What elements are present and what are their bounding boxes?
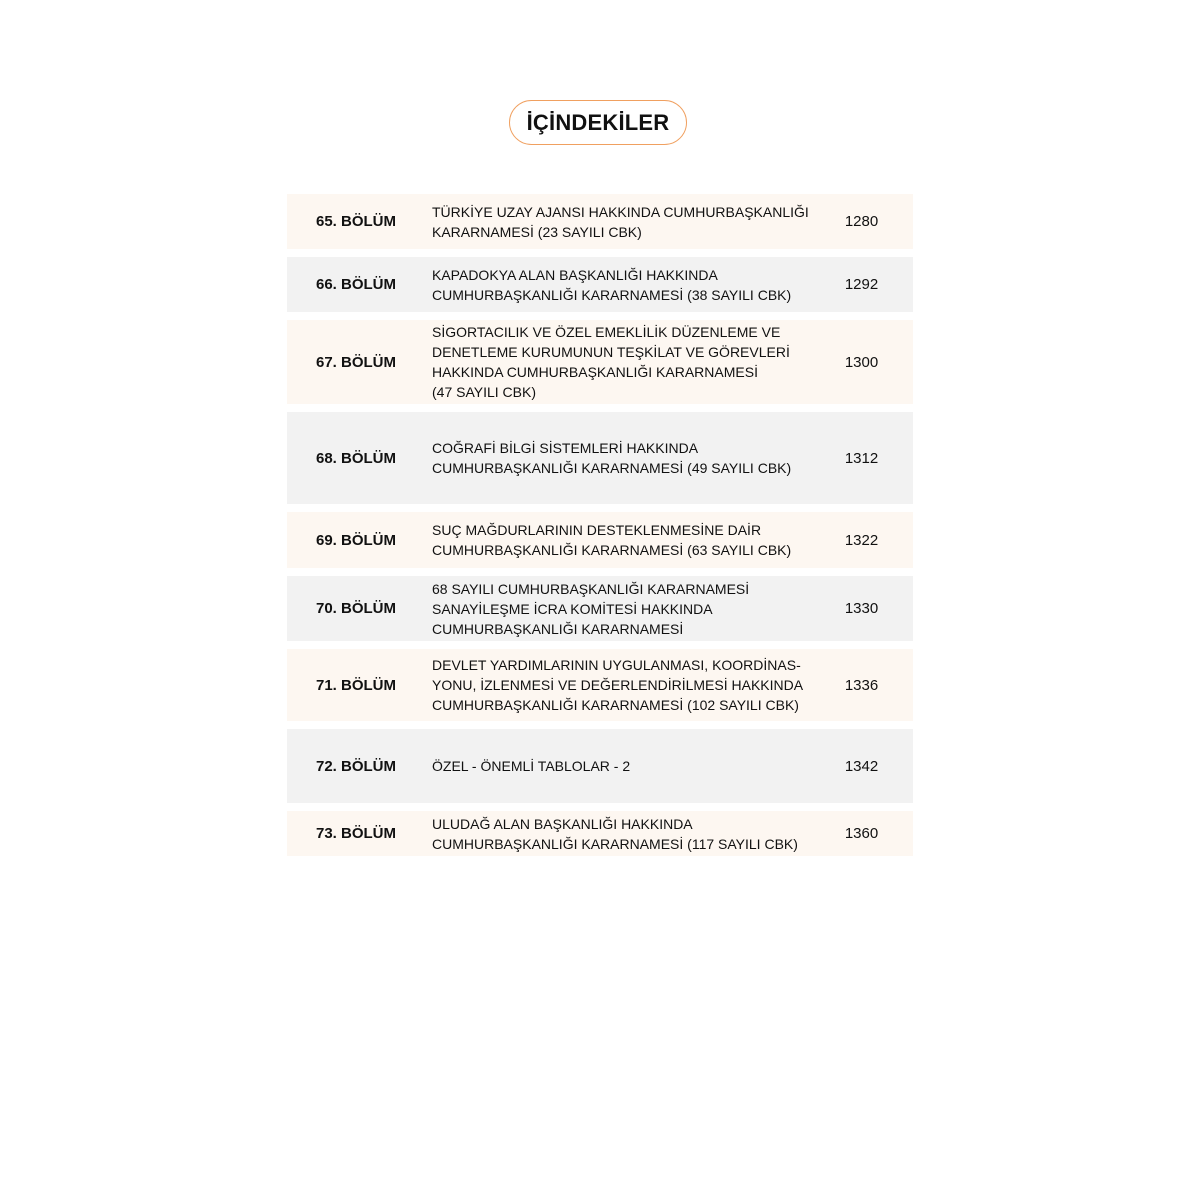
chapter-title-line: DENETLEME KURUMUNUN TEŞKİLAT VE GÖREVLERİ	[432, 344, 790, 360]
chapter-title	[432, 655, 818, 715]
page-title: İÇİNDEKİLER	[509, 100, 687, 145]
chapter-title-line: (47 SAYILI CBK)	[432, 384, 537, 400]
chapter-title	[432, 322, 818, 402]
chapter-title-line: HAKKINDA CUMHURBAŞKANLIĞI KARARNAMESİ	[432, 364, 758, 380]
toc-row[interactable]	[287, 257, 913, 312]
chapter-title-line: YONU, İZLENMESİ VE DEĞERLENDİRİLMESİ HAKKINDA	[432, 677, 804, 693]
chapter-label: 65. BÖLÜM	[316, 213, 397, 230]
chapter-title-line: CUMHURBAŞKANLIĞI KARARNAMESİ (117 SAYILI CBK)	[432, 835, 798, 852]
chapter-title-line: SUÇ MAĞDURLARININ DESTEKLENMESİNE DAİR	[432, 522, 762, 538]
chapter-title-line: KAPADOKYA ALAN BAŞKANLIĞI HAKKINDA	[432, 266, 718, 283]
toc-row[interactable]	[287, 412, 913, 504]
page-number: 1280	[844, 213, 879, 230]
chapter-label: 73. BÖLÜM	[316, 825, 397, 842]
chapter-title	[432, 756, 818, 776]
toc-row[interactable]	[287, 729, 913, 803]
toc-row[interactable]	[287, 320, 913, 404]
chapter-title	[432, 438, 818, 478]
toc-row[interactable]	[287, 576, 913, 641]
page-number: 1300	[844, 353, 879, 371]
chapter-title-line: ÖZEL - ÖNEMLİ TABLOLAR - 2	[432, 758, 631, 774]
toc-row[interactable]	[287, 194, 913, 249]
chapter-label: 66. BÖLÜM	[316, 276, 397, 293]
page-number: 1322	[844, 531, 879, 549]
chapter-label: 68. BÖLÜM	[316, 449, 397, 467]
chapter-title	[432, 579, 818, 639]
page-number: 1330	[844, 600, 879, 617]
chapter-label: 72. BÖLÜM	[316, 757, 397, 775]
page-number: 1312	[844, 449, 879, 467]
chapter-label: 67. BÖLÜM	[316, 353, 397, 371]
chapter-title-line: CUMHURBAŞKANLIĞI KARARNAMESİ (38 SAYILI CBK)	[432, 286, 792, 303]
chapter-title-line: SİGORTACILIK VE ÖZEL EMEKLİLİK DÜZENLEME VE	[432, 324, 781, 340]
chapter-title-line: TÜRKİYE UZAY AJANSI HAKKINDA CUMHURBAŞKANLIĞI	[432, 203, 809, 220]
chapter-title	[432, 202, 818, 242]
page-number: 1336	[844, 676, 879, 694]
chapter-title	[432, 814, 818, 854]
page-number: 1292	[844, 276, 879, 293]
toc-row[interactable]	[287, 649, 913, 721]
page-number: 1342	[844, 757, 879, 775]
toc-row[interactable]	[287, 811, 913, 856]
table-of-contents	[287, 194, 913, 864]
toc-row[interactable]	[287, 512, 913, 568]
chapter-title-line: CUMHURBAŞKANLIĞI KARARNAMESİ (49 SAYILI CBK)	[432, 460, 792, 476]
page-number: 1360	[844, 825, 879, 842]
chapter-title-line: CUMHURBAŞKANLIĞI KARARNAMESİ (63 SAYILI CBK)	[432, 542, 792, 558]
chapter-title-line: KARARNAMESİ (23 SAYILI CBK)	[432, 223, 642, 240]
chapter-title	[432, 265, 818, 305]
chapter-title-line: CUMHURBAŞKANLIĞI KARARNAMESİ (102 SAYILI CBK)	[432, 697, 799, 713]
chapter-label: 69. BÖLÜM	[316, 531, 397, 549]
chapter-title-line: SANAYİLEŞME İCRA KOMİTESİ HAKKINDA	[432, 600, 713, 617]
chapter-title	[432, 520, 818, 560]
chapter-title-line: 68 SAYILI CUMHURBAŞKANLIĞI KARARNAMESİ	[432, 580, 750, 597]
chapter-title-line: DEVLET YARDIMLARININ UYGULANMASI, KOORDİNAS-	[432, 657, 801, 673]
chapter-title-line: ULUDAĞ ALAN BAŞKANLIĞI HAKKINDA	[432, 815, 693, 832]
chapter-label: 70. BÖLÜM	[316, 600, 397, 617]
chapter-title-line: COĞRAFİ BİLGİ SİSTEMLERİ HAKKINDA	[432, 440, 699, 456]
chapter-label: 71. BÖLÜM	[316, 676, 397, 694]
chapter-title-line: CUMHURBAŞKANLIĞI KARARNAMESİ	[432, 620, 684, 637]
